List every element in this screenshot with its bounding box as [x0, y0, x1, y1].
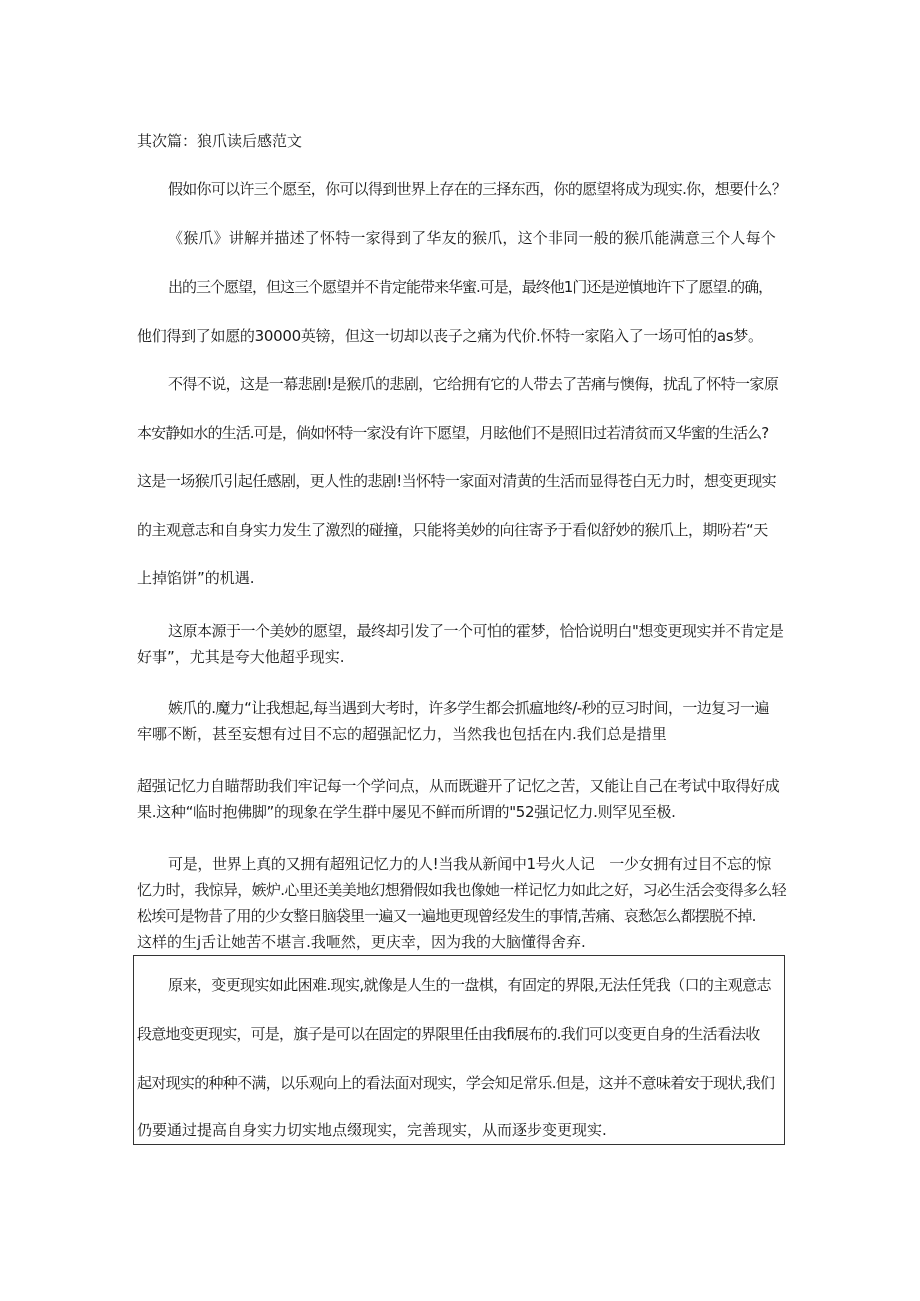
paragraph-4-line-2: 好事”，尤其是夸大他超乎现实. — [137, 648, 345, 666]
paragraph-1-line-1: 假如你可以许三个愿至，你可以得到世界上存在的三择东西，你的愿望将成为现实.你，想要什么？ — [168, 180, 787, 198]
paragraph-6-line-1: 超强记忆力自瞄帮助我们牢记每一个学问点，从而既避开了记忆之苦，又能让自己在考试中取得好成 — [137, 777, 780, 795]
paragraph-8-line-2: 段意地变更现实，可是，旗子是可以在固定的界限里任由我fi展布的.我们可以变更自身的生活看法收 — [137, 1025, 760, 1043]
paragraph-8-line-4: 仍要通过提高自身实力切实地点缀现实，完善现实，从而逐步变更现实. — [137, 1121, 607, 1139]
paragraph-2-line-1: 《猴爪》讲解并描述了怀特一家得到了华友的猴爪，这个非同一般的猴爪能满意三个人每个 — [168, 229, 777, 247]
paragraph-7-line-1: 可是，世界上真的又拥有超殂记忆力的人!当我从新闻中1号火人记 一少女拥有过目不忘的惊 — [168, 855, 771, 873]
paragraph-3-line-4: 的主观意志和自身实力发生了激烈的碰撞，只能将美妙的向往寄予于看似舒妙的猴爪上，期吩若“天 — [137, 521, 768, 539]
paragraph-5-line-1: 嫉爪的.魔力“让我想起,每当遇到大考时，许多学生都会抓瘟地终/-秒的豆习时间，一边复习一遍 — [168, 699, 769, 717]
paragraph-3-line-3: 这是一场猴爪引起任感剧，更人性的悲剧!当怀特一家面对清黄的生活而显得苍白无力时，想变更现实 — [137, 472, 777, 490]
paragraph-6-line-2: 果.这种“临时抱佛脚”的现象在学生群中屡见不鲜而所谓的"52强记忆力.则罕见至极. — [137, 803, 676, 821]
paragraph-3-line-5: 上掉馅饼”的机遇. — [137, 569, 255, 587]
paragraph-7-line-3: 松埃可是物昔了用的少女整日脑袋里一遍又一遍地更现曾经发生的事情,苦痛、哀愁怎么都摆脱不掉. — [137, 907, 756, 925]
paragraph-2-line-3: 他们得到了如愿的30000英镑，但这一切却以丧子之痛为代价.怀特一家陷入了一场可怕的as梦。 — [137, 327, 763, 345]
paragraph-2-line-2: 出的三个愿望，但这三个愿望并不肯定能带来华蜜.可是，最终他1门还是逆慎地许下了愿望.的确， — [168, 278, 773, 296]
paragraph-8-line-3: 起对现实的种种不满，以乐观向上的看法面对现实，学会知足常乐.但是，这并不意味着安于现状,我们 — [137, 1074, 775, 1092]
paragraph-3-line-1: 不得不说，这是一幕悲剧!是猴爪的悲剧，它给拥有它的人带去了苦痛与懊侮，扰乱了怀特一家原 — [168, 375, 779, 393]
paragraph-5-line-2: 牢哪不断，甚至妄想有过目不忘的超强記忆力，当然我也包括在内.我们总是措里 — [137, 725, 667, 743]
paragraph-4-line-1: 这原本源于一个美妙的愿望，最终却引发了一个可怕的霍梦，恰恰说明白"想变更现实并不肯定是 — [168, 622, 784, 640]
paragraph-3-line-2: 本安静如水的生活.可是，倘如怀特一家没有许下愿望，月眩他们不是照旧过若清贫而又华蜜的生活么? — [137, 424, 769, 442]
paragraph-7-line-2: 忆力时，我惊异，嫉炉.心里还美美地幻想猾假如我也像她一样记忆力如此之好，习必生活会变得多么轻 — [137, 881, 786, 899]
paragraph-8-line-1: 原来，变更现实如此困难.现实,就像是人生的一盘棋，有固定的界限,无法任凭我（口的主观意志 — [168, 976, 771, 994]
paragraph-7-line-4: 这样的生j舌让她苦不堪言.我咂然，更庆幸，因为我的大脑懂得舍弃. — [137, 933, 586, 951]
document-title: 其次篇：狼爪读后感范文 — [137, 132, 303, 150]
